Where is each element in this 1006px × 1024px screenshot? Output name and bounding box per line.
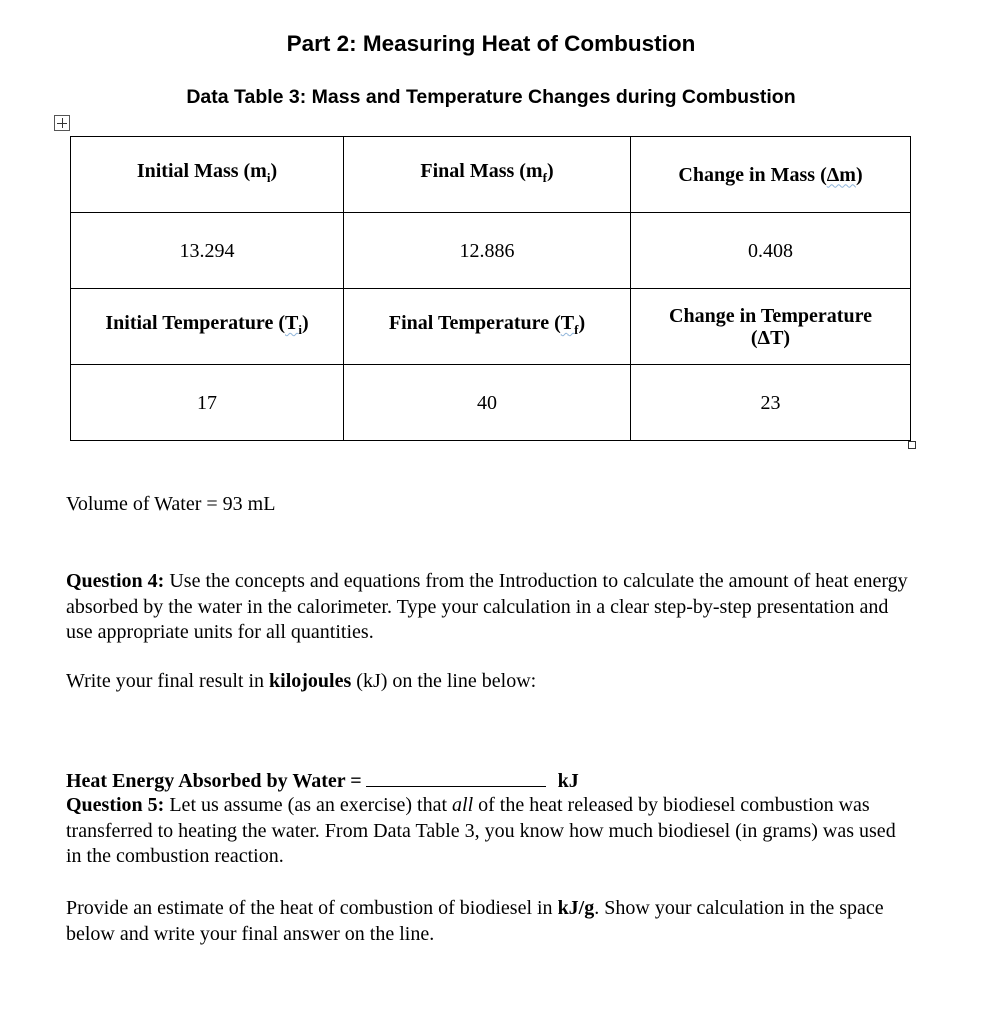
header-final-mass: Final Mass $(m_f)$ <box>344 137 631 213</box>
header-initial-mass: Initial Mass $(m_i)$ <box>71 137 344 213</box>
cell-change-in-temperature[interactable]: 23 <box>631 365 911 441</box>
data-table-3 <box>70 136 911 441</box>
header-change-in-temperature: Change in Temperature (ΔT) <box>631 289 911 365</box>
cell-final-mass[interactable]: 12.886 <box>344 213 631 289</box>
question-4-text: Use the concepts and equations from the Introduction to calculate the amount of heat energy absorbed by the water in the calorimeter. Type your calculation in a clear step-by-step presentation and use appropriate units for all quantities. <box>66 570 908 643</box>
question-5: Question 5: Let us assume (as an exercise) that all of the heat released by biodiesel combustion was transferred to heating the water. From Data Table 3, you know how much biodiesel (in grams) was used in the combustion reaction. <box>66 794 896 867</box>
page-title: Part 2: Measuring Heat of Combustion <box>286 31 696 56</box>
table-resize-handle[interactable] <box>908 441 916 449</box>
table-caption: Data Table 3: Mass and Temperature Changes during Combustion <box>186 86 796 108</box>
answer-blank[interactable] <box>366 768 546 787</box>
cell-change-in-mass[interactable]: 0.408 <box>631 213 911 289</box>
header-final-temperature: Final Temperature $(T_f)$ <box>344 289 631 365</box>
table-move-handle-icon[interactable] <box>54 115 70 131</box>
question-4-instruction: Write your final result in kilojoules (kJ) on the line below: <box>66 670 537 692</box>
question-5-instruction: Provide an estimate of the heat of combustion of biodiesel in kJ/g. Show your calculation in the space below and write your final answer on the line. <box>66 897 884 945</box>
table-row <box>71 289 911 365</box>
table-row <box>71 365 911 441</box>
cell-initial-temperature[interactable]: 17 <box>71 365 344 441</box>
question-5-label: Question 5: <box>66 794 165 816</box>
question-4-label: Question 4: <box>66 570 165 592</box>
answer-line-heat-energy: Heat Energy Absorbed by Water = kJ <box>66 770 579 792</box>
header-initial-temperature: Initial Temperature $(T_i)$ <box>71 289 344 365</box>
volume-of-water: Volume of Water = 93 mL <box>66 493 276 515</box>
cell-initial-mass[interactable]: 13.294 <box>71 213 344 289</box>
question-4 <box>66 569 916 646</box>
table-row <box>71 137 911 213</box>
header-change-in-mass: Change in Mass (Δm) <box>631 137 911 213</box>
table-row <box>71 213 911 289</box>
cell-final-temperature[interactable]: 40 <box>344 365 631 441</box>
